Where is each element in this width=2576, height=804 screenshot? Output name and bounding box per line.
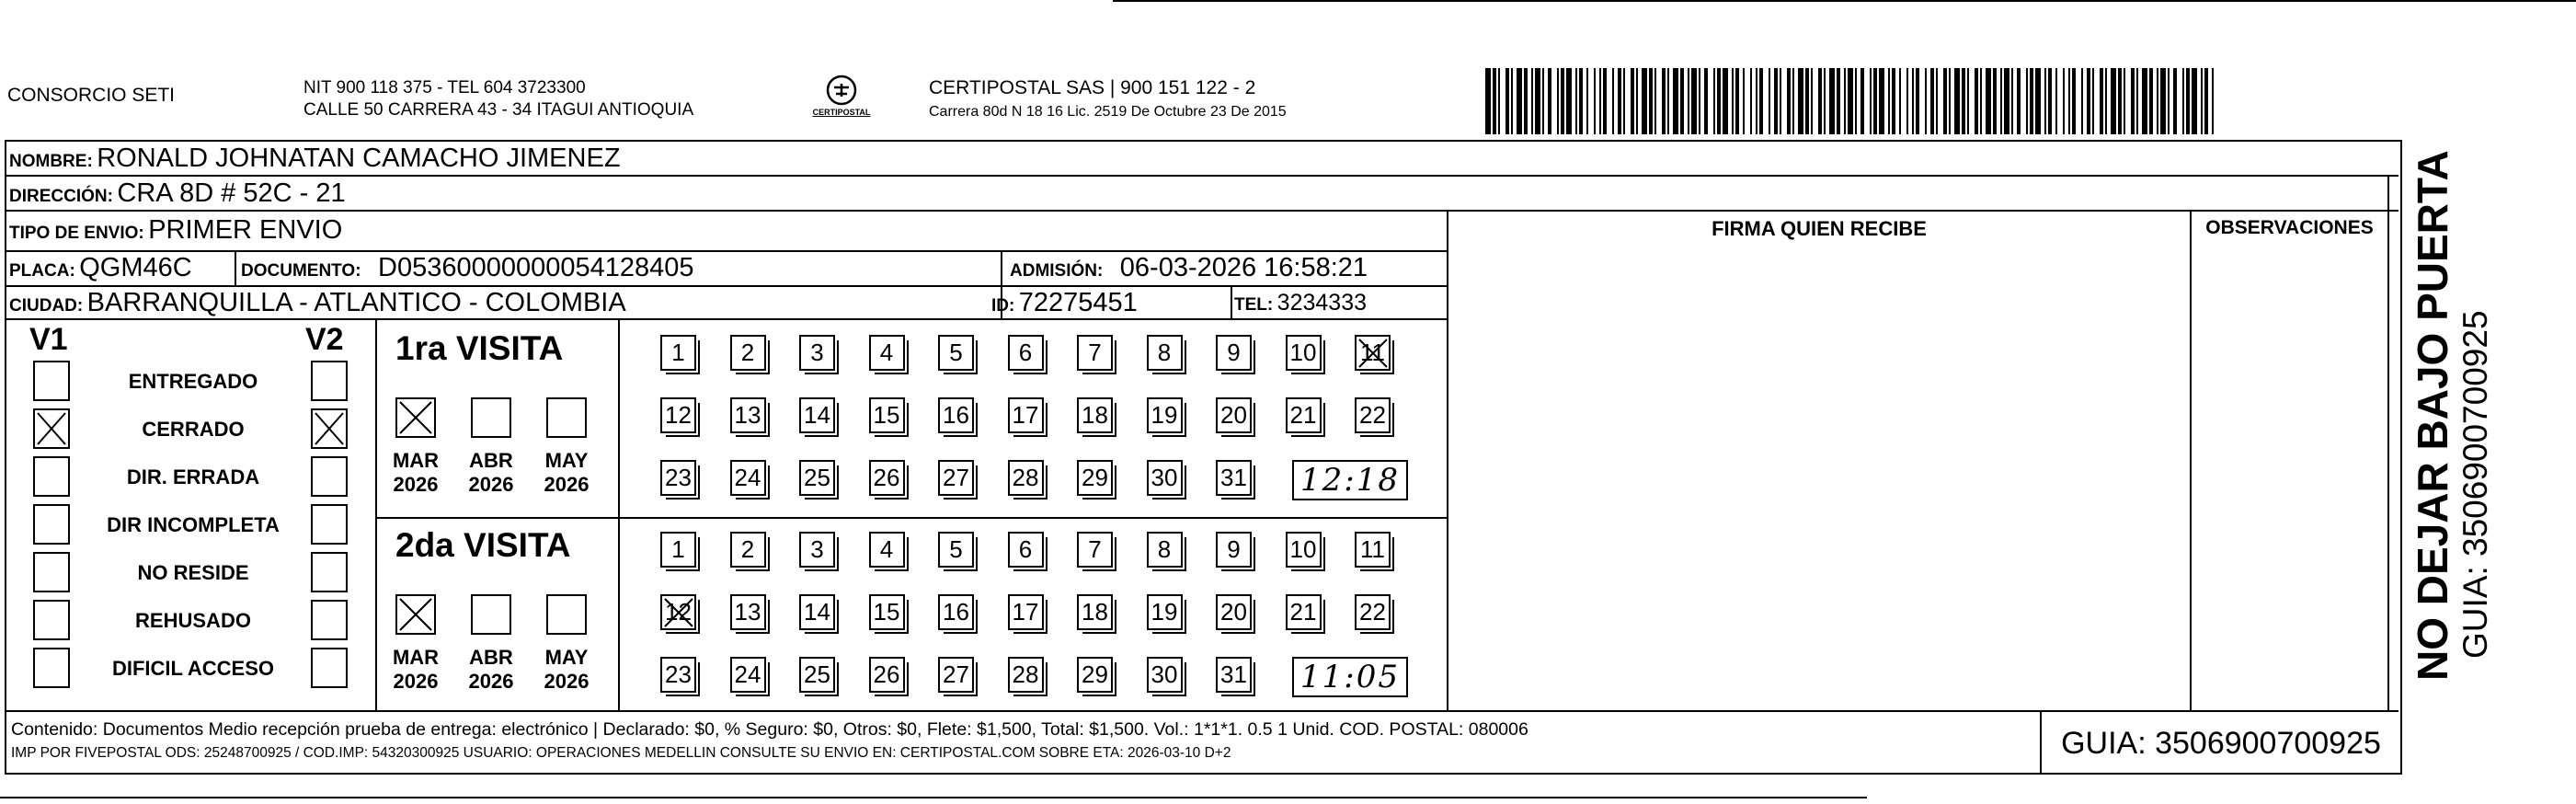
- day-box[interactable]: 26: [869, 460, 905, 496]
- day-box[interactable]: 7: [1077, 335, 1113, 371]
- day-box[interactable]: 15: [869, 397, 905, 433]
- barcode-bar: [2011, 68, 2013, 134]
- company-line2: CALLE 50 CARRERA 43 - 34 ITAGUI ANTIOQUIA: [303, 100, 694, 120]
- day-box[interactable]: 28: [1008, 657, 1044, 693]
- x-mark: [662, 596, 695, 629]
- day-box[interactable]: 27: [938, 657, 974, 693]
- status-label: CERRADO: [142, 418, 245, 441]
- barcode-bar: [1943, 68, 1947, 134]
- barcode-bar: [1787, 68, 1791, 134]
- id-label: ID:: [991, 296, 1015, 316]
- barcode-bar: [1769, 68, 1770, 134]
- bottom-edge-line: [0, 797, 1867, 798]
- day-box[interactable]: 23: [660, 460, 696, 496]
- carrier-line2: Carrera 80d N 18 16 Lic. 2519 De Octubre 23 De 2015: [929, 104, 1287, 120]
- barcode-bar: [1603, 68, 1607, 134]
- day-box[interactable]: 10: [1286, 532, 1322, 568]
- day-box[interactable]: 15: [869, 594, 905, 630]
- day-box[interactable]: 7: [1077, 532, 1113, 568]
- day-box[interactable]: 6: [1008, 335, 1044, 371]
- tipo-envio-label: TIPO DE ENVIO:: [9, 224, 144, 243]
- nombre-row: [9, 142, 621, 179]
- barcode-bar: [1623, 68, 1625, 134]
- tipo-envio-value: PRIMER ENVIO: [148, 215, 343, 245]
- barcode: [1485, 68, 2216, 134]
- barcode-bar: [1631, 68, 1634, 134]
- barcode-bar: [1586, 68, 1588, 134]
- day-box[interactable]: 16: [938, 397, 974, 433]
- barcode-bar: [1599, 68, 1601, 134]
- barcode-bar: [1818, 68, 1822, 134]
- barcode-bar: [2105, 68, 2107, 134]
- handwritten-time-box[interactable]: [1292, 657, 1408, 697]
- barcode-bar: [1618, 68, 1621, 134]
- barcode-bar: [2004, 68, 2009, 134]
- barcode-bar: [1575, 68, 1577, 134]
- barcode-bar: [1485, 68, 1491, 134]
- placa-value: QGM46C: [79, 253, 192, 282]
- side-text: [2408, 129, 2573, 681]
- direccion-value: CRA 8D # 52C - 21: [117, 178, 346, 208]
- barcode-bar: [1906, 68, 1908, 134]
- barcode-bar: [2048, 68, 2052, 134]
- barcode-bar: [2186, 68, 2190, 134]
- v2-checkbox[interactable]: [311, 456, 348, 497]
- day-box[interactable]: 30: [1147, 460, 1183, 496]
- barcode-bar: [1888, 68, 1890, 134]
- day-box[interactable]: 19: [1147, 397, 1183, 433]
- day-box[interactable]: 8: [1147, 532, 1183, 568]
- id-field: [991, 286, 1138, 324]
- barcode-bar: [2030, 68, 2033, 134]
- barcode-bar: [2044, 68, 2046, 134]
- month-checkbox[interactable]: [395, 397, 436, 438]
- barcode-bar: [1673, 68, 1678, 134]
- barcode-bar: [2168, 68, 2170, 134]
- barcode-bar: [2087, 68, 2090, 134]
- barcode-bar: [1792, 68, 1794, 134]
- barcode-bar: [1642, 68, 1647, 134]
- day-box[interactable]: 30: [1147, 657, 1183, 693]
- day-box[interactable]: 21: [1286, 397, 1322, 433]
- visit-divider: [375, 517, 1448, 519]
- ciudad-field: [9, 286, 626, 324]
- tipo-envio-row: [9, 213, 342, 251]
- v1-checkbox[interactable]: [33, 504, 70, 545]
- month-name: MAR: [392, 449, 440, 472]
- barcode-bar: [1980, 68, 1982, 134]
- barcode-bar: [1511, 68, 1513, 134]
- day-box[interactable]: 13: [730, 397, 766, 433]
- col-line: [2387, 175, 2389, 711]
- v1-checkbox[interactable]: [33, 552, 70, 592]
- barcode-bar: [1743, 68, 1745, 134]
- v2-checkbox[interactable]: [311, 600, 348, 640]
- status-label: ENTREGADO: [128, 370, 258, 393]
- barcode-bar: [2192, 68, 2197, 134]
- v1-checkbox[interactable]: [33, 408, 70, 449]
- month-label: [540, 646, 593, 694]
- day-box[interactable]: 17: [1008, 594, 1044, 630]
- side-warning: NO DEJAR BAJO PUERTA: [2409, 150, 2456, 681]
- month-name: MAR: [392, 646, 440, 669]
- id-value: 72275451: [1018, 288, 1138, 317]
- day-number: 11: [1360, 339, 1385, 366]
- admision-field: [1010, 251, 1368, 289]
- company-line1: NIT 900 118 375 - TEL 604 3723300: [303, 78, 586, 98]
- day-box[interactable]: 13: [730, 594, 766, 630]
- barcode-bar: [1636, 68, 1638, 134]
- footer-guia: GUIA: 3506900700925: [2061, 726, 2381, 761]
- barcode-bar: [2142, 68, 2147, 134]
- month-year: 2026: [468, 670, 514, 693]
- status-label: DIR INCOMPLETA: [107, 513, 280, 536]
- tel-field: [1234, 286, 1367, 323]
- documento-field: [241, 251, 694, 289]
- day-box[interactable]: 4: [869, 532, 905, 568]
- month-label: [464, 449, 518, 497]
- x-mark: [397, 596, 434, 633]
- row-line: [5, 210, 2399, 212]
- barcode-bar: [2035, 68, 2041, 134]
- day-box[interactable]: 26: [869, 657, 905, 693]
- v2-checkbox[interactable]: [311, 552, 348, 592]
- day-box[interactable]: 20: [1216, 594, 1252, 630]
- month-name: MAY: [544, 449, 589, 472]
- v1-checkbox[interactable]: [33, 361, 70, 401]
- barcode-bar: [1498, 68, 1500, 134]
- tel-value: 3234333: [1277, 290, 1367, 316]
- barcode-bar: [2026, 68, 2028, 134]
- barcode-bar: [1704, 68, 1708, 134]
- barcode-bar: [1713, 68, 1715, 134]
- barcode-bar: [2111, 68, 2116, 134]
- side-guia: GUIA: 3506900700925: [2456, 310, 2494, 659]
- barcode-bar: [1930, 68, 1934, 134]
- month-checkbox[interactable]: [546, 397, 587, 438]
- day-box[interactable]: 19: [1147, 594, 1183, 630]
- barcode-bar: [1993, 68, 1997, 134]
- visit-outer-left: [375, 320, 377, 710]
- barcode-bar: [1566, 68, 1572, 134]
- barcode-bar: [1805, 68, 1809, 134]
- month-checkbox[interactable]: [395, 594, 436, 635]
- carrier-line1: CERTIPOSTAL SAS | 900 151 122 - 2: [929, 77, 1256, 98]
- documento-value: D053600000000541284​05: [378, 253, 694, 282]
- day-box[interactable]: 18: [1077, 397, 1113, 433]
- admision-label: ADMISIÓN:: [1010, 261, 1104, 281]
- day-box[interactable]: 22: [1355, 397, 1391, 433]
- day-box[interactable]: 10: [1286, 335, 1322, 371]
- handwritten-time-box[interactable]: [1292, 460, 1408, 500]
- day-box[interactable]: 14: [799, 594, 835, 630]
- placa-label: PLACA:: [9, 261, 75, 281]
- handwritten-time: 11:05: [1300, 659, 1400, 695]
- barcode-bar: [1936, 68, 1938, 134]
- top-edge-line: [1113, 0, 2576, 2]
- day-box[interactable]: 9: [1216, 532, 1252, 568]
- barcode-bar: [1548, 68, 1551, 134]
- barcode-bar: [1848, 68, 1853, 134]
- status-label: DIFICIL ACCESO: [111, 657, 274, 680]
- col-line: [2190, 210, 2192, 711]
- day-box[interactable]: 25: [799, 460, 835, 496]
- day-box[interactable]: 22: [1355, 594, 1391, 630]
- barcode-bar: [2000, 68, 2002, 134]
- barcode-bar: [2173, 68, 2177, 134]
- day-box[interactable]: 9: [1216, 335, 1252, 371]
- barcode-bar: [1662, 68, 1666, 134]
- observaciones-area[interactable]: [2192, 250, 2387, 709]
- month-label: [389, 646, 442, 694]
- col-line: [1231, 285, 1232, 318]
- month-name: MAY: [544, 646, 589, 669]
- day-box[interactable]: 3: [799, 532, 835, 568]
- x-mark: [313, 410, 346, 447]
- barcode-bar: [1912, 68, 1914, 134]
- barcode-bar: [1916, 68, 1919, 134]
- month-label: [389, 449, 442, 497]
- barcode-bar: [1860, 68, 1864, 134]
- barcode-bar: [1774, 68, 1778, 134]
- x-mark: [397, 399, 434, 436]
- barcode-bar: [2124, 68, 2125, 134]
- barcode-bar: [2072, 68, 2076, 134]
- nombre-label: NOMBRE:: [9, 152, 93, 171]
- visit-title: 1ra VISITA: [395, 329, 564, 367]
- day-box[interactable]: 5: [938, 532, 974, 568]
- barcode-bar: [1524, 68, 1528, 134]
- documento-label: DOCUMENTO:: [241, 261, 361, 281]
- day-box[interactable]: 16: [938, 594, 974, 630]
- month-checkbox[interactable]: [546, 594, 587, 635]
- v2-checkbox[interactable]: [311, 648, 348, 688]
- day-box[interactable]: 29: [1077, 460, 1113, 496]
- v1-checkbox[interactable]: [33, 648, 70, 688]
- barcode-bar: [2081, 68, 2083, 134]
- barcode-bar: [1780, 68, 1781, 134]
- barcode-bar: [1925, 68, 1927, 134]
- barcode-bar: [2068, 68, 2070, 134]
- barcode-bar: [2160, 68, 2166, 134]
- barcode-bar: [1967, 68, 1969, 134]
- day-box[interactable]: 31: [1216, 657, 1252, 693]
- barcode-bar: [1756, 68, 1757, 134]
- month-label: [540, 449, 593, 497]
- barcode-bar: [1750, 68, 1752, 134]
- barcode-bar: [1594, 68, 1596, 134]
- day-box[interactable]: 11: [1355, 532, 1391, 568]
- col-line: [235, 250, 236, 285]
- status-label: NO RESIDE: [137, 561, 249, 584]
- admision-value: 06-03-2026 16:58:21: [1119, 253, 1368, 282]
- barcode-bar: [1949, 68, 1951, 134]
- day-box[interactable]: 20: [1216, 397, 1252, 433]
- day-box[interactable]: 18: [1077, 594, 1113, 630]
- barcode-bar: [2212, 68, 2214, 134]
- barcode-bar: [1811, 68, 1813, 134]
- barcode-bar: [1667, 68, 1669, 134]
- v1-checkbox[interactable]: [33, 456, 70, 497]
- day-box[interactable]: 24: [730, 460, 766, 496]
- certipostal-logo: [809, 72, 874, 123]
- barcode-bar: [2131, 68, 2135, 134]
- day-box[interactable]: 29: [1077, 657, 1113, 693]
- v2-checkbox[interactable]: [311, 361, 348, 401]
- barcode-bar: [1954, 68, 1960, 134]
- barcode-bar: [1798, 68, 1803, 134]
- barcode-bar: [2182, 68, 2184, 134]
- barcode-bar: [2149, 68, 2153, 134]
- firma-label: FIRMA QUIEN RECIBE: [1712, 217, 1927, 240]
- nombre-value: RONALD JOHNATAN CAMACHO JIMENEZ: [97, 144, 621, 173]
- barcode-bar: [2204, 68, 2208, 134]
- barcode-bar: [1535, 68, 1540, 134]
- v2-checkbox[interactable]: [311, 504, 348, 545]
- x-mark: [35, 410, 68, 447]
- barcode-bar: [1699, 68, 1700, 134]
- logo-caption: CERTIPOSTAL: [812, 108, 871, 117]
- day-box[interactable]: 3: [799, 335, 835, 371]
- barcode-bar: [1986, 68, 1991, 134]
- day-box[interactable]: 5: [938, 335, 974, 371]
- barcode-bar: [1680, 68, 1684, 134]
- barcode-bar: [1732, 68, 1734, 134]
- barcode-bar: [1649, 68, 1653, 134]
- barcode-bar: [1542, 68, 1544, 134]
- v1-checkbox[interactable]: [33, 600, 70, 640]
- day-box[interactable]: 17: [1008, 397, 1044, 433]
- barcode-bar: [1829, 68, 1835, 134]
- placa-field: [9, 251, 192, 289]
- month-year: 2026: [468, 473, 514, 496]
- v2-checkbox[interactable]: [311, 408, 348, 449]
- direccion-label: DIRECCIÓN:: [9, 187, 113, 206]
- day-box[interactable]: 2: [730, 532, 766, 568]
- barcode-bar: [1892, 68, 1895, 134]
- barcode-bar: [1517, 68, 1522, 134]
- day-box[interactable]: [1355, 335, 1391, 371]
- day-box[interactable]: 6: [1008, 532, 1044, 568]
- barcode-bar: [1561, 68, 1564, 134]
- barcode-bar: [1531, 68, 1533, 134]
- day-box[interactable]: 12: [660, 397, 696, 433]
- month-checkbox[interactable]: [471, 594, 511, 635]
- barcode-bar: [1717, 68, 1721, 134]
- barcode-bar: [2157, 68, 2158, 134]
- status-label: REHUSADO: [135, 609, 251, 632]
- barcode-bar: [1824, 68, 1826, 134]
- day-box[interactable]: 21: [1286, 594, 1322, 630]
- day-box[interactable]: 28: [1008, 460, 1044, 496]
- visit-title: 2da VISITA: [395, 526, 571, 564]
- barcode-bar: [2118, 68, 2122, 134]
- ciudad-label: CIUDAD:: [9, 296, 84, 316]
- day-number: 12: [665, 598, 692, 626]
- barcode-bar: [1691, 68, 1697, 134]
- month-label: [464, 646, 518, 694]
- barcode-bar: [1855, 68, 1857, 134]
- barcode-bar: [1873, 68, 1877, 134]
- day-box[interactable]: 31: [1216, 460, 1252, 496]
- col-line: [2040, 710, 2042, 775]
- col-line: [1447, 210, 1448, 711]
- tel-label: TEL:: [1234, 295, 1274, 315]
- signature-area[interactable]: [1449, 250, 2189, 709]
- footer-line1: Contenido: Documentos Medio recepción prueba de entrega: electrónico | Declarado: $0, % Seguro: $0, Otros: $0, Flete: $1,500, Total: $1,500. Vol.: 1*1*1. 0.5 1 Unid. COD. POSTAL: 080006: [11, 719, 1528, 740]
- barcode-bar: [1506, 68, 1509, 134]
- month-name: ABR: [469, 449, 513, 472]
- barcode-bar: [1735, 68, 1739, 134]
- barcode-bar: [1612, 68, 1614, 134]
- barcode-bar: [1844, 68, 1846, 134]
- barcode-bar: [1493, 68, 1496, 134]
- day-box[interactable]: 27: [938, 460, 974, 496]
- barcode-bar: [1557, 68, 1559, 134]
- barcode-bar: [1837, 68, 1840, 134]
- v2-label: V2: [305, 322, 344, 357]
- month-year: 2026: [393, 670, 439, 693]
- ciudad-value: BARRANQUILLA - ATLANTICO - COLOMBIA: [86, 288, 626, 317]
- barcode-bar: [1759, 68, 1763, 134]
- handwritten-time: 12:18: [1300, 462, 1400, 499]
- barcode-bar: [1654, 68, 1656, 134]
- day-box[interactable]: 23: [660, 657, 696, 693]
- barcode-bar: [2063, 68, 2065, 134]
- status-label: DIR. ERRADA: [126, 465, 260, 488]
- day-box[interactable]: 2: [730, 335, 766, 371]
- barcode-bar: [2092, 68, 2094, 134]
- barcode-bar: [2201, 68, 2203, 134]
- day-box[interactable]: 25: [799, 657, 835, 693]
- barcode-bar: [1723, 68, 1728, 134]
- v1-label: V1: [29, 322, 68, 357]
- barcode-bar: [1879, 68, 1884, 134]
- observaciones-label: OBSERVACIONES: [2205, 217, 2374, 238]
- barcode-bar: [2017, 68, 2021, 134]
- month-year: 2026: [393, 473, 439, 496]
- barcode-bar: [2100, 68, 2103, 134]
- barcode-bar: [2055, 68, 2057, 134]
- barcode-bar: [1579, 68, 1583, 134]
- barcode-bar: [1899, 68, 1901, 134]
- x-mark: [1357, 337, 1390, 370]
- month-year: 2026: [544, 473, 590, 496]
- company-name: CONSORCIO SETI: [7, 85, 176, 106]
- day-box[interactable]: 4: [869, 335, 905, 371]
- barcode-bar: [2136, 68, 2138, 134]
- barcode-bar: [1962, 68, 1965, 134]
- day-box[interactable]: 8: [1147, 335, 1183, 371]
- month-year: 2026: [544, 670, 590, 693]
- day-box[interactable]: 14: [799, 397, 835, 433]
- day-box[interactable]: [660, 594, 696, 630]
- barcode-bar: [1975, 68, 1978, 134]
- day-box[interactable]: 24: [730, 657, 766, 693]
- day-box[interactable]: 1: [660, 335, 696, 371]
- visit-inner-col: [618, 320, 620, 710]
- month-checkbox[interactable]: [471, 397, 511, 438]
- direccion-row: [9, 177, 346, 214]
- day-box[interactable]: 1: [660, 532, 696, 568]
- month-name: ABR: [469, 646, 513, 669]
- barcode-bar: [1870, 68, 1872, 134]
- barcode-bar: [1688, 68, 1689, 134]
- footer-line2: IMP POR FIVEPOSTAL ODS: 25248700925 / COD.IMP: 54320300925 USUARIO: OPERACIONES MEDELLIN CONSULTE SU ENVIO EN: CERTIPOSTAL.COM SOBRE ETA: 2026-03-10 D+2: [11, 745, 1231, 761]
